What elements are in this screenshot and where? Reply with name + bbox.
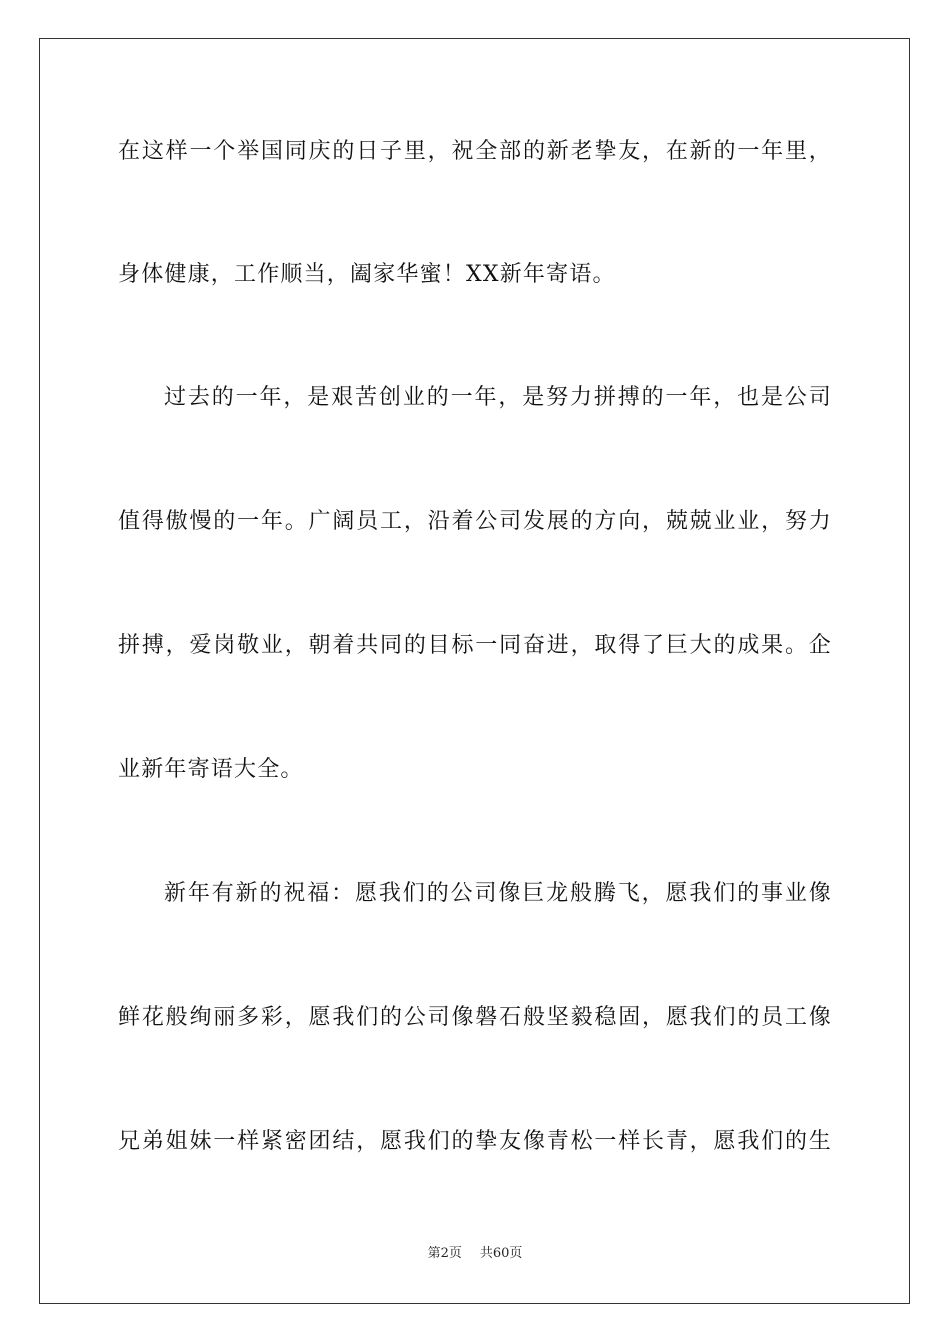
page-number: 第2页: [427, 1246, 462, 1261]
text-line-4: 值得傲慢的一年。广阔员工，沿着公司发展的方向，兢兢业业，努力: [118, 509, 832, 534]
text-line-6: 业新年寄语大全。: [118, 757, 304, 782]
text-line-5: 拼搏，爱岗敬业，朝着共同的目标一同奋进，取得了巨大的成果。企: [118, 633, 832, 658]
total-pages: 共60页: [479, 1246, 523, 1261]
text-line-3: 过去的一年，是艰苦创业的一年，是努力拼搏的一年，也是公司: [164, 385, 832, 410]
page-frame: [39, 38, 910, 1304]
text-line-8: 鲜花般绚丽多彩，愿我们的公司像磐石般坚毅稳固，愿我们的员工像: [118, 1005, 832, 1030]
text-line-1: 在这样一个举国同庆的日子里，祝全部的新老挚友，在新的一年里，: [118, 139, 832, 164]
text-line-9: 兄弟姐妹一样紧密团结，愿我们的挚友像青松一样长青，愿我们的生: [118, 1129, 832, 1154]
text-line-7: 新年有新的祝福：愿我们的公司像巨龙般腾飞，愿我们的事业像: [164, 881, 832, 906]
text-line-2: 身体健康，工作顺当，阖家华蜜！XX新年寄语。: [118, 262, 616, 287]
page-footer: [0, 1246, 950, 1262]
